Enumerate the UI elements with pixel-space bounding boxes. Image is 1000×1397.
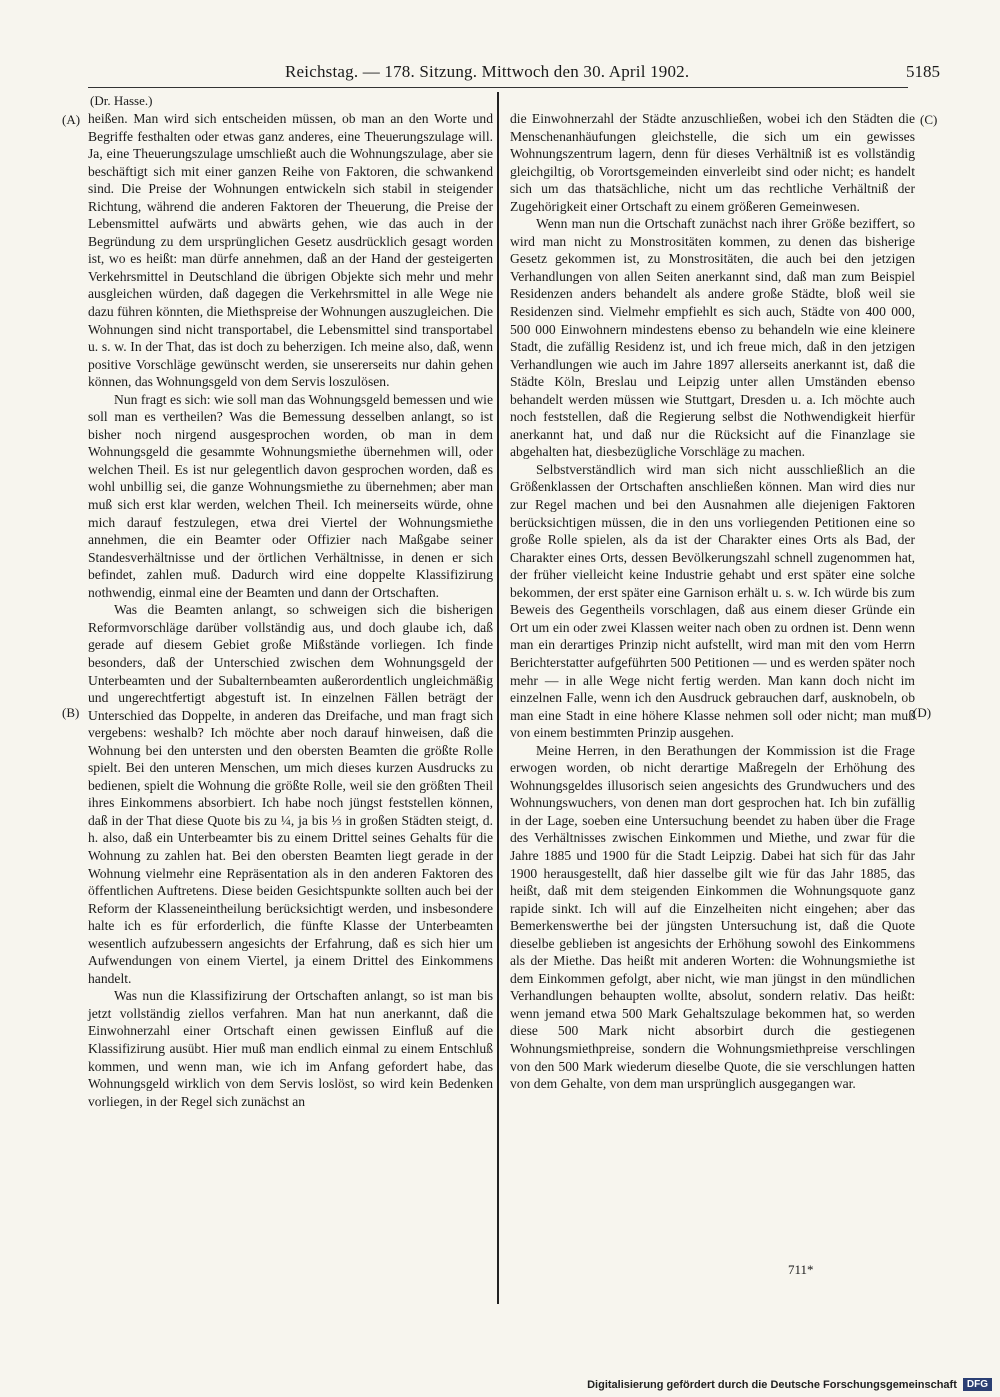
page-number: 5185 — [906, 62, 940, 81]
speaker-label: (Dr. Hasse.) — [90, 93, 153, 108]
paragraph: Selbstverständlich wird man sich nicht ausschließlich an die Größenklassen der Ortschaften anschließen können. Man wird dies nur zur Regel machen und bei den Ausnahmen alle diejenigen Faktoren berücksichtigen müssen, die in den uns vorliegenden Petitionen eine so große Rolle spielen, als da ist der Charakter eines Orts als Bad, der Charakter eines Orts, dessen Bevölkerungszahl schnell zugenommen hat, der früher vielleicht keine Industrie gehabt und erst später eine solche bekommen, der erst später eine Garnison erhält u. s. w. Ich würde bis zum Beweis des Gegentheils vorschlagen, daß aus einem dieser Gründe ein Ort um ein oder zwei Klassen weiter nach oben zu ordnen ist. Denn wenn man ein derartiges Prinzip nicht aufstellt, wird man mit den vom Herrn Berichterstatter aufgeführten 500 Petitionen — und es werden später noch mehr — in alle Wege nicht fertig werden. Man kann doch nicht im einzelnen Falle, wenn ich den Ausdruck gebrauchen darf, ausknobeln, ob man eine Stadt in eine höhere Klasse nehmen soll oder nicht; man muß von einem bestimmten Prinzip ausgehen. — [510, 461, 915, 741]
credit-text: Digitalisierung gefördert durch die Deutsche Forschungsgemeinschaft — [587, 1378, 957, 1391]
left-column — [88, 110, 493, 1110]
margin-mark-d: (D) — [913, 705, 932, 720]
digitization-credit — [587, 1378, 992, 1391]
right-column — [510, 110, 915, 1093]
signature-number: 711* — [788, 1262, 814, 1277]
paragraph: Wenn man nun die Ortschaft zunächst nach ihrer Größe beziffert, so wird man nicht zu Monstrositäten kommen, zu denen das bisherige Gesetz gekommen ist, zu Monstrositäten, die auch bei den jetzigen Verhandlungen von allen Seiten anerkannt sind, daß man zum Beispiel Residenzen anders behandelt als andere große Städte, bloß weil sie Residenzen sind. Vielmehr empfiehlt es sich auch, Städte von 400 000, 500 000 Einwohnern mindestens ebenso zu behandeln wie eine kleinere Stadt, die zufällig Residenz ist, und ich freue mich, daß in den jetzigen Verhandlungen wie auch im Jahre 1897 allerseits anerkannt ist, daß die Städte Köln, Breslau und Leipzig unter allen Umständen ebenso behandelt werden müssen wie Stuttgart, Dresden u. a. Ich möchte auch noch feststellen, daß die Regierung selbst die Nothwendigkeit hierfür anerkannt hat, und daß nur die Rücksicht auf die Finanzlage sie abgehalten hat, diesbezügliche Vorschläge zu machen. — [510, 216, 915, 460]
paragraph: Was die Beamten anlangt, so schweigen sich die bisherigen Reformvorschläge darüber vollständig aus, und doch glaube ich, daß gerade auf diesem Gebiet große Mißstände vorliegen. Ich finde besonders, daß der Unterschied zwischen dem Wohnungsgeld der Unterbeamten und der Subalternbeamten außerordentlich ungleichmäßig und ungerechtfertigt abgestuft ist. In einzelnen Fällen beträgt der Unterschied das Doppelte, in anderen das Dreifache, und man fragt sich vergebens: weshalb? Ich möchte aber noch darauf hinweisen, daß die Wohnung bei den untersten und den obersten Beamten die größte Rolle spielt. Bei den unteren Menschen, um mich dieses kurzen Ausdrucks zu bedienen, spielt die Wohnung die größte Rolle, weil sie den größten Theil ihres Einkommens absorbiert. Ich habe noch jüngst feststellen können, daß in der That diese Quote bis zu ¼, ja bis ⅓ in großen Städten steigt, d. h. also, daß ein Unterbeamter bis zu einem Drittel seines Gehalts für die Wohnung zu zahlen hat. Bei den obersten Beamten liegt gerade in der Wohnung vielmehr eine Repräsentation als in den anderen Faktoren des öffentlichen Auftretens. Diese beiden Gesichtspunkte sollten auch bei der Reform der Klasseneintheilung berücksichtigt werden, und insbesondere halte ich es für erforderlich, die fünfte Klasse der Unterbeamten wesentlich aufzubessern angesichts der Erfahrung, daß es sich hier um Aufwendungen von einem Viertel, ja einem Drittel des Einkommens handelt. — [88, 602, 493, 986]
dfg-logo-icon: DFG — [963, 1378, 992, 1391]
margin-mark-b: (B) — [62, 705, 80, 720]
paragraph: die Einwohnerzahl der Städte anzuschließen, wobei ich den Städten die Menschenanhäufungen gleichstelle, die sich um ein gewisses Wohnungszentrum lagern, denn für dieses Verhältniß ist es vollständig gleichgiltig, ob Vorortsgemeinden einverleibt sind oder nicht; es handelt sich um das thatsächliche, nicht um das rechtliche Verhältniß der Zugehörigkeit einer Ortschaft zu einem größeren Gemeinwesen. — [510, 111, 915, 214]
paragraph: heißen. Man wird sich entscheiden müssen, ob man an den Worte und Begriffe festhalten oder etwas ganz anderes, eine Theuerungszulage will. Ja, eine Theuerungszulage umschließt auch die Wohnungszulage, aber sie beschäftigt sich mit einer ganzen Reihe von Faktoren, die schwankend sind. Die Preise der Wohnungen entwickeln sich stabil in steigender Richtung, während die anderen Faktoren der Theuerung, die Preise der Lebensmittel aufwärts und abwärts gehen, wie das auch in der Begründung zu dem ursprünglichen Gesetz ausdrücklich gesagt worden ist, wo es heißt: man dürfe annehmen, daß an der Hand der gesteigerten Verkehrsmittel in Deutschland die übrigen Objekte sich mehr und mehr ausgleichen würden, daß dagegen die Verkehrsmittel in alle Wege nie dazu führen könnten, die Miethspreise der Wohnungen auszugleichen. Die Wohnungen sind nicht transportabel, die Lebensmittel sind transportabel u. s. w. In der That, das ist doch zu beherzigen. Ich meine also, daß, wenn positive Vorschläge gewünscht werden, sie unsererseits nur dahin gehen können, das Wohnungsgeld von dem Servis loszulösen. — [88, 111, 493, 390]
column-divider — [497, 92, 499, 1304]
header-rule — [88, 87, 908, 88]
page-header — [60, 62, 940, 86]
paragraph: Meine Herren, in den Berathungen der Kommission ist die Frage erwogen worden, ob nicht derartige Maßregeln der Erhöhung des Wohnungsgeldes illusorisch seien angesichts des Grundwuchers und des Wohnungswuchers, von denen man dort gesprochen hat. Ich bin zufällig in der Lage, soeben eine Untersuchung beendet zu haben über die Frage des Verhältnisses zwischen Einkommen und Miethe, und zwar für die Jahre 1885 und 1900 für die Stadt Leipzig. Dabei hat sich für das Jahr 1900 herausgestellt, daß hier dasselbe gilt wie für das Jahr 1885, das heißt, daß mit dem steigenden Einkommen die Wohnungsquote ganz rapide sinkt. Ich will auf die Einzelheiten nicht eingehen; aber das Bemerkenswerthe bei der jüngsten Untersuchung ist, daß die Quote dieselbe geblieben ist angesichts der Erhöhung sowohl des Einkommens als der Miethe. Das heißt mit anderen Worten: die Wohnungsmiethe ist dem Einkommen gefolgt, aber nicht, wie man jüngst in den mündlichen Verhandlungen behaupten wollte, absolut, sondern relativ. Das heißt: wenn jemand etwa 500 Mark Gehaltszulage bekommen hat, so werden diese 500 Mark nicht absorbirt durch die gestiegenen Wohnungsmiethpreise, sondern die Wohnungsmiethpreise verschlingen von den 500 Mark wiederum dieselbe Quote, die sie verschlungen hatten von dem Gehalte, von dem man ursprünglich ausgegangen war. — [510, 742, 915, 1092]
paragraph: Nun fragt es sich: wie soll man das Wohnungsgeld bemessen und wie soll man es vertheilen? Was die Bemessung desselben anlangt, so ist bisher noch nirgend ausgesprochen worden, ob man in dem Wohnungsgeld die gesammte Wohnungsmiethe übernehmen will, oder welchen Theil. Es ist nur gelegentlich davon gesprochen worden, daß es wohl unbillig sei, die ganze Wohnungsmiethe zu übernehmen; aber man muß sich erst klar werden, welchen Theil. Ich meinerseits würde, ohne mich darauf festzulegen, etwa drei Viertel der Wohnungsmiethe annehmen, die ein Beamter oder Offizier nach Maßgabe seiner Standesverhältnisse und der örtlichen Verhältnisse, in denen er sich befindet, zahlen muß. Dadurch wird eine doppelte Klassifizirung nothwendig, einmal eine der Beamten und dann der Ortschaften. — [88, 391, 493, 600]
paragraph: Was nun die Klassifizirung der Ortschaften anlangt, so ist man bis jetzt vollständig ziellos verfahren. Man hat nun anerkannt, daß die Einwohnerzahl einer Ortschaft einen gewissen Einfluß auf die Klassifizirung ausübt. Hier muß man endlich einmal zu einem Entschluß kommen, und wenn man, wie ich im Anfang gefordert habe, das Wohnungsgeld wirklich von dem Servis loslöst, so wird kein Bedenken vorliegen, in der Regel sich zunächst an — [88, 988, 493, 1109]
running-title: Reichstag. — 178. Sitzung. Mittwoch den 30. April 1902. — [285, 62, 690, 81]
margin-mark-c: (C) — [920, 112, 938, 127]
margin-mark-a: (A) — [62, 112, 81, 127]
